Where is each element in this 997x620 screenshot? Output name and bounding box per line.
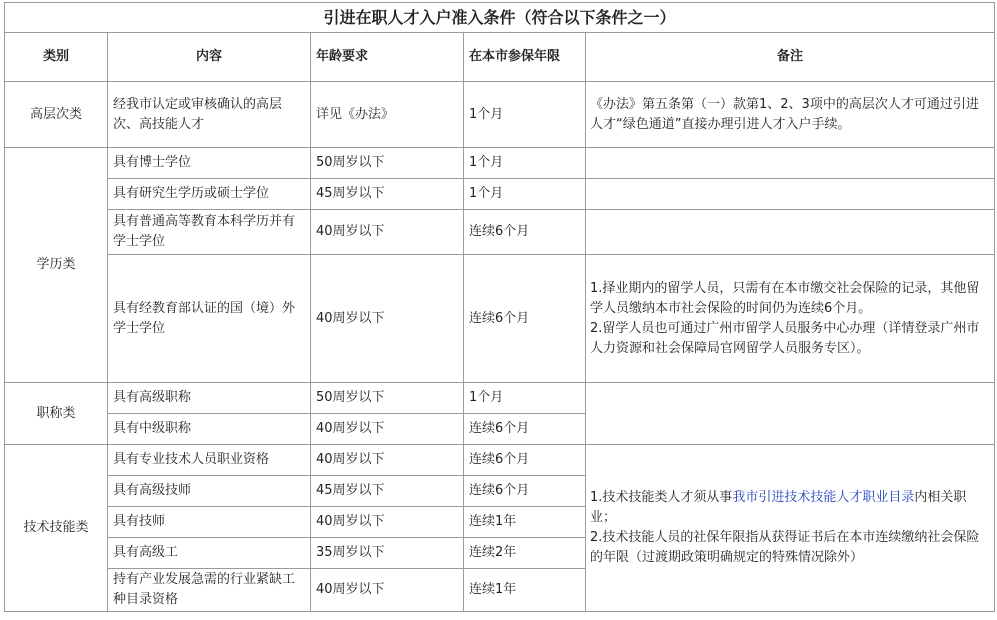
remark-text: 1.技术技能类人才须从事	[590, 490, 733, 505]
content-cell: 具有高级技师	[108, 476, 311, 507]
category-title: 职称类	[5, 383, 108, 445]
remark-line: 2.技术技能人员的社保年限指从获得证书后在本市连续缴纳社会保险的年限（过渡期政策明确规定的特殊情况除外）	[590, 530, 980, 565]
header-remark: 备注	[586, 33, 995, 82]
table-row	[5, 383, 995, 414]
table-title: 引进在职人才入户准入条件（符合以下条件之一）	[5, 3, 995, 33]
age-cell: 50周岁以下	[311, 383, 464, 414]
table-row	[5, 179, 995, 210]
insurance-cell: 连续6个月	[464, 445, 586, 476]
remark-empty	[586, 383, 995, 445]
remark-line: 2.留学人员也可通过广州市留学人员服务中心办理（详情登录广州市人力资源和社会保障局官网留学人员服务专区）。	[590, 320, 980, 356]
content-cell: 具有高级职称	[108, 383, 311, 414]
content-cell: 具有技师	[108, 507, 311, 538]
table-row	[5, 210, 995, 255]
remark-empty	[586, 210, 995, 255]
conditions-table	[4, 2, 995, 612]
insurance-cell: 连续2年	[464, 538, 586, 569]
content-cell: 经我市认定或审核确认的高层次、高技能人才	[108, 82, 311, 148]
table-row	[5, 148, 995, 179]
remark-high-level: 《办法》第五条第（一）款第1、2、3项中的高层次人才可通过引进人才“绿色通道”直接办理引进人才入户手续。	[586, 82, 995, 148]
age-cell: 40周岁以下	[311, 507, 464, 538]
age-cell: 45周岁以下	[311, 179, 464, 210]
table-row	[5, 445, 995, 476]
remark-empty	[586, 148, 995, 179]
insurance-cell: 1个月	[464, 148, 586, 179]
insurance-cell: 1个月	[464, 179, 586, 210]
age-cell: 40周岁以下	[311, 210, 464, 255]
remark-line	[590, 488, 990, 528]
content-cell: 具有专业技术人员职业资格	[108, 445, 311, 476]
content-cell: 具有研究生学历或硕士学位	[108, 179, 311, 210]
content-cell: 持有产业发展急需的行业紧缺工种目录资格	[108, 569, 311, 612]
header-age: 年龄要求	[311, 33, 464, 82]
remark-line: 1.择业期内的留学人员，只需有在本市缴交社会保险的记录，其他留学人员缴纳本市社会保险的时间仍为连续6个月。	[590, 280, 980, 316]
insurance-cell: 连续6个月	[464, 476, 586, 507]
header-category: 类别	[5, 33, 108, 82]
remark-empty	[586, 179, 995, 210]
age-cell: 40周岁以下	[311, 445, 464, 476]
remark-skills	[586, 445, 995, 612]
category-high-level: 高层次类	[5, 82, 108, 148]
age-cell: 40周岁以下	[311, 569, 464, 612]
category-skills: 技术技能类	[5, 445, 108, 612]
age-cell: 详见《办法》	[311, 82, 464, 148]
insurance-cell: 连续1年	[464, 569, 586, 612]
insurance-cell: 连续6个月	[464, 255, 586, 383]
content-cell: 具有高级工	[108, 538, 311, 569]
category-education: 学历类	[5, 148, 108, 383]
age-cell: 50周岁以下	[311, 148, 464, 179]
remark-education	[586, 255, 995, 383]
insurance-cell: 1个月	[464, 383, 586, 414]
content-cell: 具有中级职称	[108, 414, 311, 445]
content-cell: 具有普通高等教育本科学历并有学士学位	[108, 210, 311, 255]
remark-text: 内相关职业；	[590, 490, 967, 525]
content-cell: 具有经教育部认证的国（境）外学士学位	[108, 255, 311, 383]
content-cell: 具有博士学位	[108, 148, 311, 179]
insurance-cell: 连续1年	[464, 507, 586, 538]
header-content: 内容	[108, 33, 311, 82]
age-cell: 45周岁以下	[311, 476, 464, 507]
table-row	[5, 82, 995, 148]
insurance-cell: 连续6个月	[464, 414, 586, 445]
insurance-cell: 连续6个月	[464, 210, 586, 255]
table-row	[5, 255, 995, 383]
age-cell: 40周岁以下	[311, 255, 464, 383]
occupation-catalog-link[interactable]: 我市引进技术技能人才职业目录	[732, 490, 915, 505]
age-cell: 40周岁以下	[311, 414, 464, 445]
header-row	[5, 33, 995, 82]
age-cell: 35周岁以下	[311, 538, 464, 569]
header-insurance: 在本市参保年限	[464, 33, 586, 82]
insurance-cell: 1个月	[464, 82, 586, 148]
